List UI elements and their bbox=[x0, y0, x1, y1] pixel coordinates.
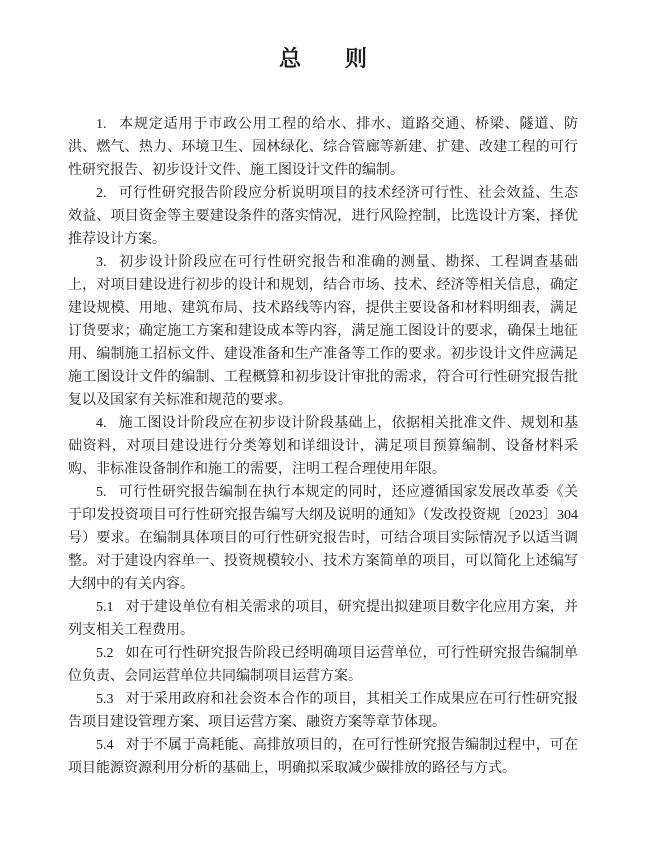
paragraph-3-text: 初步设计阶段应在可行性研究报告和准确的测量、勘探、工程调查基础上，对项目建设进行初步的设计和规划，结合市场、技术、经济等相关信息，确定建设规模、用地、建筑布局、技术路线等内容，提供主要设备和材料明细表，满足订货要求；确定施工方案和建设成本等内容，满足施工图设计的要求，确保土地征用、编制施工招标文件、建设准备和生产准备等工作的要求。初步设计文件应满足施工图设计文件的编制、工程概算和初步设计审批的需求，符合可行性研究报告批复以及国家有关标准和规范的要求。 bbox=[68, 255, 578, 408]
paragraph-4-number: 4. bbox=[96, 416, 107, 431]
paragraph-3-number: 3. bbox=[96, 255, 107, 270]
paragraph-5-1-text: 对于建设单位有相关需求的项目，研究提出拟建项目数字化应用方案，并列支相关工程费用。 bbox=[68, 600, 578, 638]
paragraph-5-3-text: 对于采用政府和社会资本合作的项目，其相关工作成果应在可行性研究报告项目建设管理方案、项目运营方案、融资方案等章节体现。 bbox=[68, 692, 578, 730]
paragraph-5-1 bbox=[68, 596, 578, 642]
paragraph-5 bbox=[68, 481, 578, 596]
paragraph-5-2-number: 5.2 bbox=[96, 646, 114, 661]
paragraph-4 bbox=[68, 412, 578, 481]
paragraph-2-text: 可行性研究报告阶段应分析说明项目的技术经济可行性、社会效益、生态效益、项目资金等主要建设条件的落实情况，进行风险控制，比选设计方案，择优推荐设计方案。 bbox=[68, 186, 578, 247]
paragraph-1-number: 1. bbox=[96, 117, 107, 132]
paragraph-1-text: 本规定适用于市政公用工程的给水、排水、道路交通、桥梁、隧道、防洪、燃气、热力、环境卫生、园林绿化、综合管廊等新建、扩建、改建工程的可行性研究报告、初步设计文件、施工图设计文件的编制。 bbox=[68, 117, 578, 178]
page-title: 总 则 bbox=[278, 46, 367, 71]
paragraph-5-number: 5. bbox=[96, 485, 107, 500]
paragraph-2-number: 2. bbox=[96, 186, 107, 201]
paragraph-3 bbox=[68, 251, 578, 412]
paragraph-5-2-text: 如在可行性研究报告阶段已经明确项目运营单位，可行性研究报告编制单位负责、会同运营单位共同编制项目运营方案。 bbox=[68, 646, 578, 684]
paragraph-4-text: 施工图设计阶段应在初步设计阶段基础上，依据相关批准文件、规划和基础资料，对项目建设进行分类筹划和详细设计，满足项目预算编制、设备材料采购、非标准设备制作和施工的需要，注明工程合理使用年限。 bbox=[68, 416, 578, 477]
paragraph-5-3-number: 5.3 bbox=[96, 692, 114, 707]
paragraph-5-2 bbox=[68, 642, 578, 688]
document-body bbox=[68, 113, 578, 780]
paragraph-5-4 bbox=[68, 734, 578, 780]
paragraph-5-text: 可行性研究报告编制在执行本规定的同时，还应遵循国家发展改革委《关于印发投资项目可行性研究报告编写大纲及说明的通知》（发改投资规〔2023〕304 号）要求。在编制具体项目的可行性研究报告时，可结合项目实际情况予以适当调整。对于建设内容单一、投资规模较小、技术方案简单的项目，可以简化上述编写大纲中的有关内容。 bbox=[68, 485, 578, 592]
paragraph-5-4-number: 5.4 bbox=[96, 738, 114, 753]
paragraph-1 bbox=[68, 113, 578, 182]
paragraph-5-3 bbox=[68, 688, 578, 734]
paragraph-5-1-number: 5.1 bbox=[96, 600, 114, 615]
paragraph-5-4-text: 对于不属于高耗能、高排放项目的，在可行性研究报告编制过程中，可在项目能源资源利用分析的基础上，明确拟采取减少碳排放的路径与方式。 bbox=[68, 738, 578, 776]
paragraph-2 bbox=[68, 182, 578, 251]
